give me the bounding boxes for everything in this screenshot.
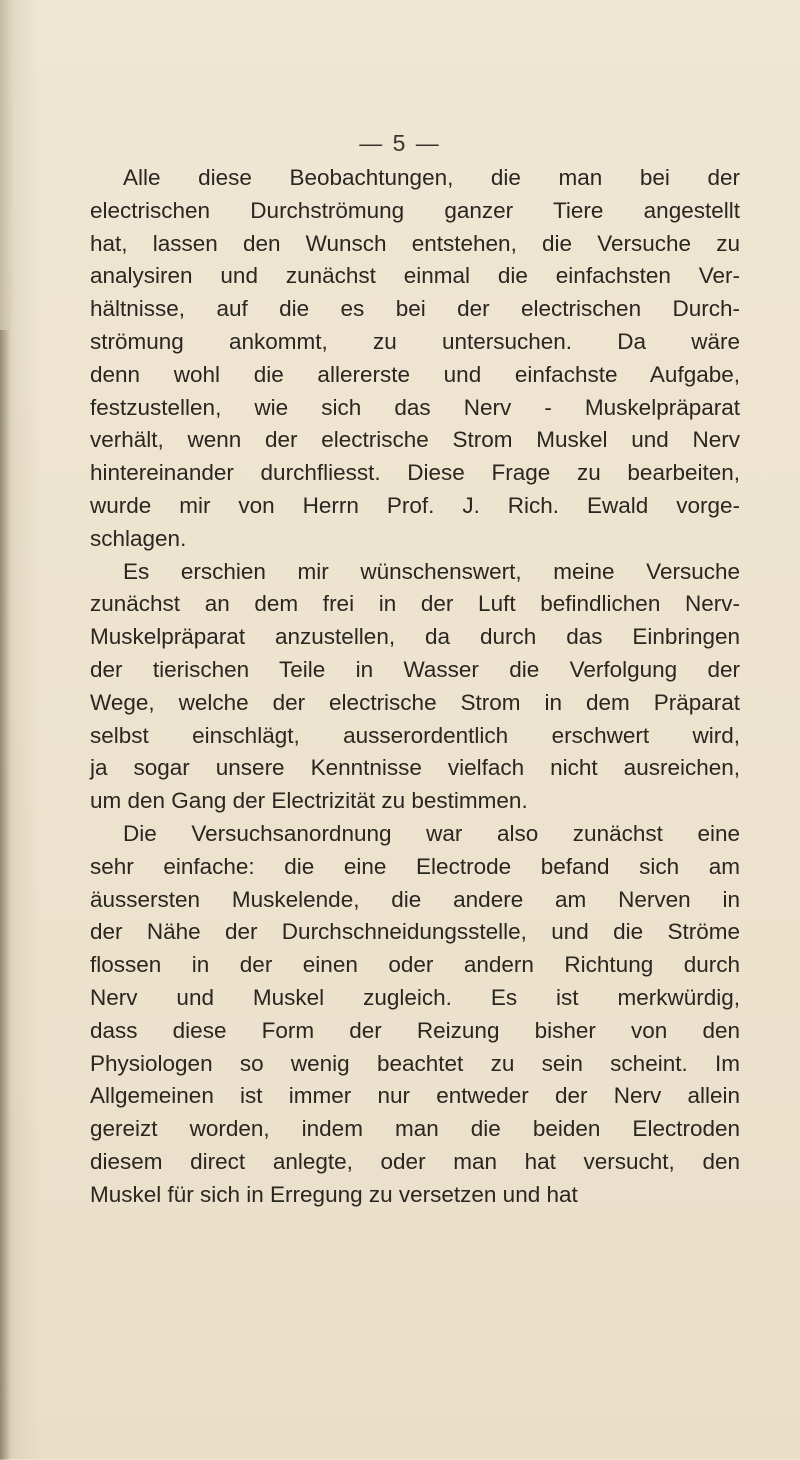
text-line: denn wohl die allererste und einfachste Aufgabe, bbox=[90, 361, 740, 387]
body-text bbox=[90, 162, 740, 1212]
binding-shadow bbox=[0, 330, 10, 1460]
text-line: Physiologen so wenig beachtet zu sein scheint. Im bbox=[90, 1050, 740, 1076]
text-line: gereizt worden, indem man die beiden Electroden bbox=[90, 1116, 740, 1142]
text-line: Wege, welche der electrische Strom in dem Präparat bbox=[90, 689, 740, 715]
text-line: äussersten Muskelende, die andere am Nerven in bbox=[90, 886, 740, 912]
text-line: strömung ankommt, zu untersuchen. Da wäre bbox=[90, 328, 740, 354]
text-line: flossen in der einen oder andern Richtung durch bbox=[90, 952, 740, 978]
text-line: ja sogar unsere Kenntnisse vielfach nicht ausreichen, bbox=[90, 755, 740, 781]
text-line: hintereinander durchfliesst. Diese Frage zu bearbeiten, bbox=[90, 460, 740, 486]
text-line: zunächst an dem frei in der Luft befindlichen Nerv- bbox=[90, 591, 740, 617]
text-line: um den Gang der Electrizität zu bestimmen. bbox=[90, 788, 528, 814]
text-line: wurde mir von Herrn Prof. J. Rich. Ewald vorge- bbox=[90, 492, 740, 518]
text-line: diesem direct anlegte, oder man hat versucht, den bbox=[90, 1148, 740, 1174]
text-line: der Nähe der Durchschneidungsstelle, und die Ströme bbox=[90, 919, 740, 945]
text-line: Die Versuchsanordnung war also zunächst eine bbox=[123, 820, 740, 846]
text-line: festzustellen, wie sich das Nerv - Muskelpräparat bbox=[90, 394, 740, 420]
text-line: Nerv und Muskel zugleich. Es ist merkwürdig, bbox=[90, 984, 740, 1010]
text-line: Es erschien mir wünschenswert, meine Versuche bbox=[123, 558, 740, 584]
text-line: electrischen Durchströmung ganzer Tiere angestellt bbox=[90, 197, 740, 223]
text-line: Muskelpräparat anzustellen, da durch das Einbringen bbox=[90, 624, 740, 650]
text-line: Allgemeinen ist immer nur entweder der Nerv allein bbox=[90, 1083, 740, 1109]
text-line: analysiren und zunächst einmal die einfachsten Ver- bbox=[90, 263, 740, 289]
text-line: sehr einfache: die eine Electrode befand sich am bbox=[90, 853, 740, 879]
text-line: schlagen. bbox=[90, 525, 187, 551]
text-line: verhält, wenn der electrische Strom Muskel und Nerv bbox=[90, 427, 740, 453]
text-line: hat, lassen den Wunsch entstehen, die Versuche zu bbox=[90, 230, 740, 256]
text-line: Alle diese Beobachtungen, die man bei der bbox=[123, 165, 740, 190]
text-line: hältnisse, auf die es bei der electrischen Durch- bbox=[90, 296, 740, 322]
text-line: Muskel für sich in Erregung zu versetzen und hat bbox=[90, 1181, 578, 1207]
text-line: der tierischen Teile in Wasser die Verfolgung der bbox=[90, 656, 740, 682]
text-line: selbst einschlägt, ausserordentlich erschwert wird, bbox=[90, 722, 740, 748]
text-line: dass diese Form der Reizung bisher von den bbox=[90, 1017, 740, 1043]
page-number: — 5 — bbox=[359, 130, 441, 156]
